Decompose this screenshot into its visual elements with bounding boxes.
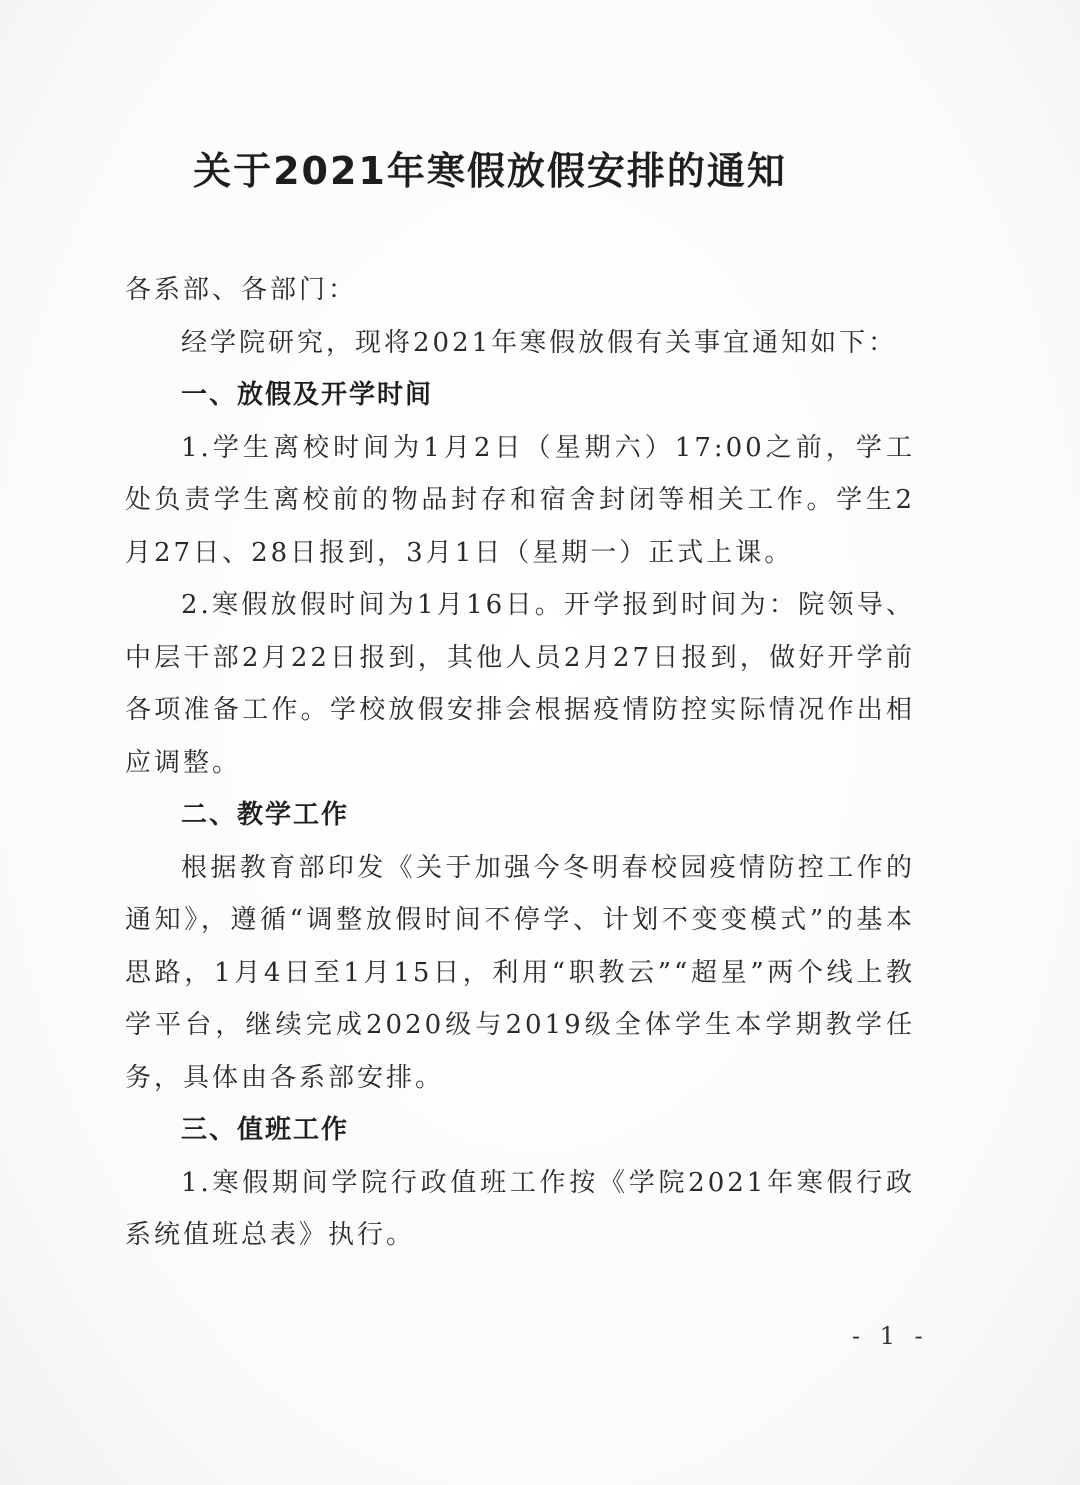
document-title: 关于2021年寒假放假安排的通知: [193, 149, 787, 193]
section-heading-1: 一、放假及开学时间: [181, 380, 434, 410]
section-heading-3: 三、值班工作: [181, 1115, 350, 1145]
section-1-paragraph-2: 2.寒假放假时间为1月16日。开学报到时间为：院领导、中层干部2月22日报到，其他人员2月27日报到，做好开学前各项准备工作。学校放假安排会根据疫情防控实际情况作出相应调整。: [125, 590, 915, 778]
section-2-paragraph-1: 根据教育部印发《关于加强今冬明春校园疫情防控工作的通知》，遵循“调整放假时间不停学、计划不变变模式”的基本思路，1月4日至1月15日，利用“职教云”“超星”两个线上教学平台，继续完成2020级与2019级全体学生本学期教学任务，具体由各系部安排。: [125, 852, 915, 1093]
section-3-paragraph-1: 1.寒假期间学院行政值班工作按《学院2021年寒假行政系统值班总表》执行。: [125, 1167, 915, 1250]
intro-paragraph: 经学院研究，现将2021年寒假放假有关事宜通知如下：: [181, 327, 898, 358]
salutation: 各系部、各部门：: [125, 275, 358, 305]
page-number: - 1 -: [852, 1322, 929, 1350]
section-1-paragraph-1: 1.学生离校时间为1月2日（星期六）17:00之前，学工处负责学生离校前的物品封存和宿舍封闭等相关工作。学生2月27日、28日报到，3月1日（星期一）正式上课。: [125, 432, 915, 568]
document-body: [125, 264, 915, 1262]
section-heading-2: 二、教学工作: [181, 800, 350, 830]
